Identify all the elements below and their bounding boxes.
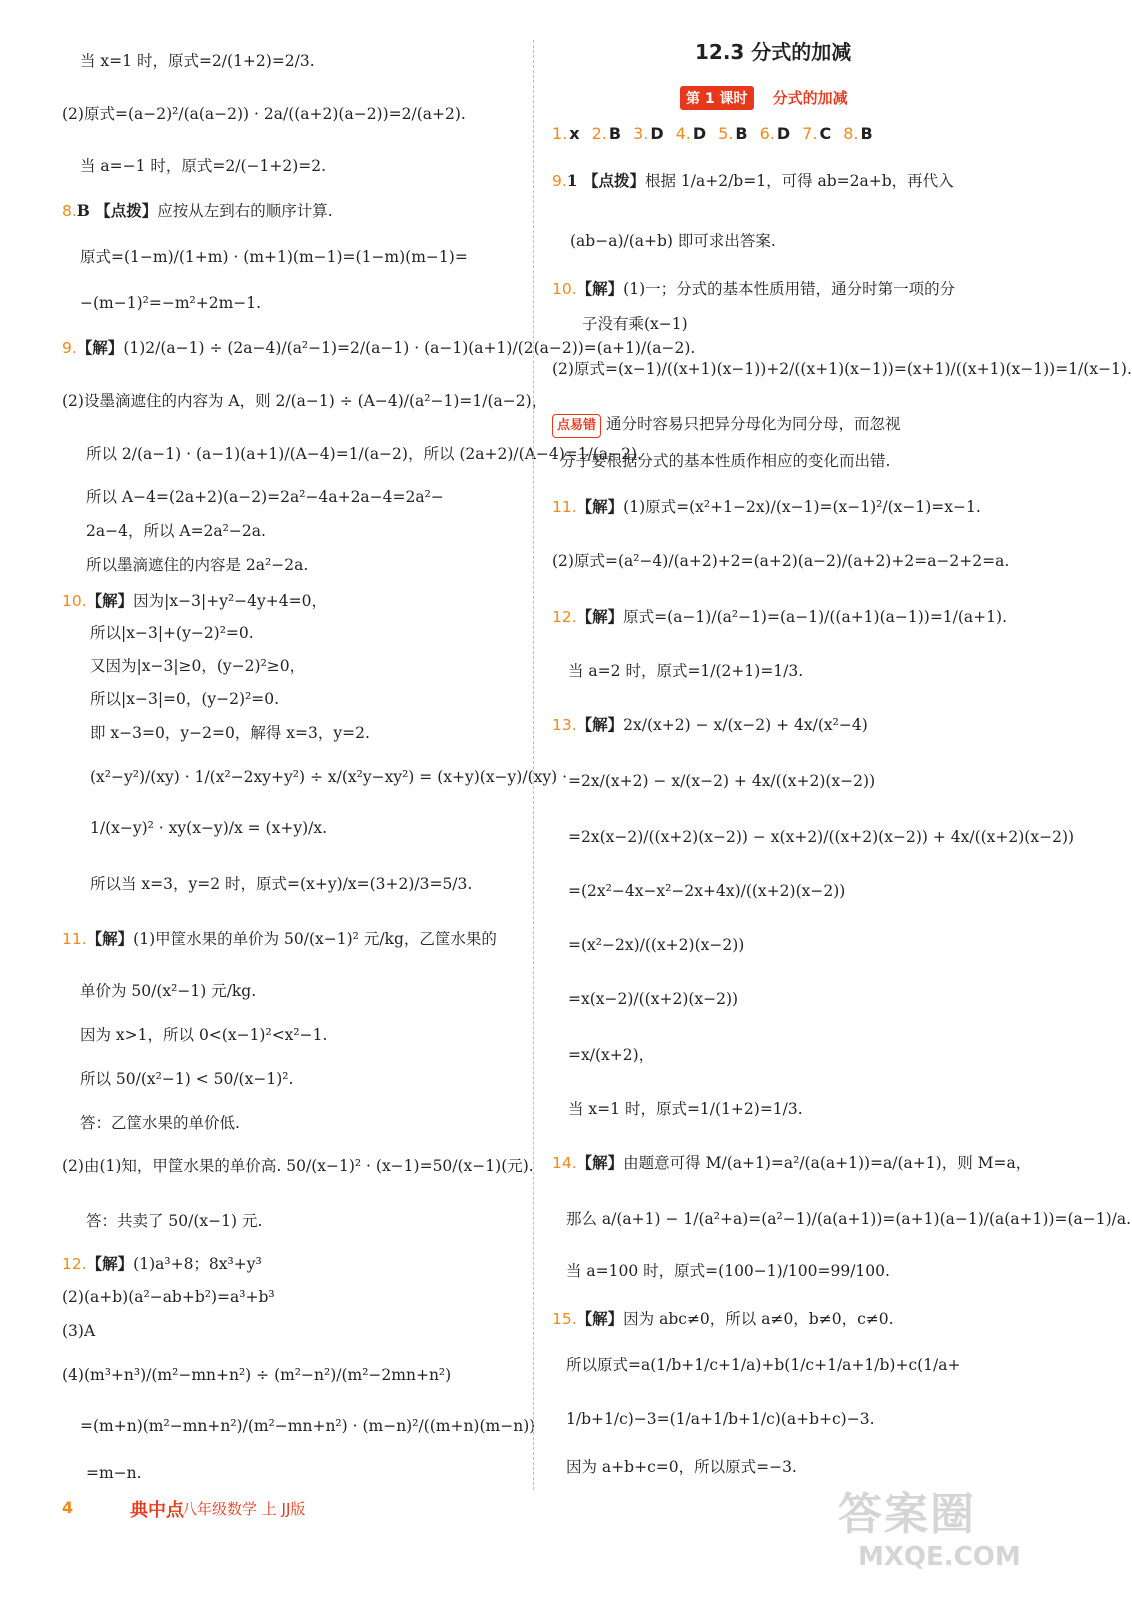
answer-text: 所以 A−4=(2a+2)(a−2)=2a²−4a+2a−4=2a²− (86, 488, 444, 506)
mistake-badge: 点易错 (552, 414, 601, 438)
answer-line (62, 103, 466, 125)
answer-text: 所以 2/(a−1) · (a−1)(a+1)/(A−4)=1/(a−2)，所以 (2a+2)/(A−4)=1/(a−2). (86, 445, 642, 463)
mcq-answer: D (776, 124, 791, 143)
mcq-item (760, 124, 791, 143)
answer-line (62, 1364, 451, 1386)
answer-text: 原式=(1−m)/(1+m) · (m+1)(m−1)=(1−m)(m−1)= (80, 248, 468, 266)
answer-text: =(2x²−4x−x²−2x+4x)/((x+2)(x−2)) (568, 882, 846, 900)
answer-text: 当 a=100 时，原式=(100−1)/100=99/100. (566, 1262, 890, 1280)
question-number: 8. (843, 124, 859, 143)
answer-line (62, 590, 327, 612)
question-number: 12. (62, 1255, 87, 1273)
answer-line (566, 1354, 961, 1376)
watermark-logo: 答案圈 (838, 1489, 976, 1540)
answer-text: (3)A (62, 1322, 96, 1340)
answer-line (80, 50, 315, 72)
mcq-answer: C (819, 124, 832, 143)
answer-line (552, 496, 981, 518)
answer-line (552, 358, 1132, 380)
mcq-answer: D (650, 124, 664, 143)
answer-tag: 【解】 (86, 591, 134, 610)
mcq-answer: x (569, 124, 580, 143)
answer-text: 当 a=2 时，原式=1/(2+1)=1/3. (568, 662, 804, 680)
answer-text: (2)(a+b)(a²−ab+b²)=a³+b³ (62, 1288, 275, 1306)
answer-tag: 【解】 (576, 1309, 624, 1328)
answer-text: 那么 a/(a+1) − 1/(a²+a)=(a²−1)/(a(a+1))=(a+1)(a−1)/(a(a+1))=(a−1)/a. (566, 1210, 1132, 1228)
mcq-item (552, 124, 580, 143)
question-number: 8. (62, 202, 77, 220)
answer-tag: 1 【点拨】 (566, 171, 645, 190)
answer-text: 2x/(x+2) − x/(x−2) + 4x/(x²−4) (623, 716, 868, 734)
answer-line (552, 550, 1009, 572)
mcq-item (718, 124, 747, 143)
answer-text: 所以原式=a(1/b+1/c+1/a)+b(1/c+1/a+1/b)+c(1/a+ (566, 1356, 961, 1374)
answer-text: 所以|x−3|+(y−2)²=0. (90, 624, 254, 642)
answer-line (80, 1024, 327, 1046)
answer-tag: 【解】 (576, 607, 624, 626)
question-number: 9. (62, 339, 77, 357)
answer-text: =x/(x+2)， (568, 1046, 655, 1064)
answer-line (566, 1260, 890, 1282)
question-number: 5. (718, 124, 734, 143)
mcq-answer: B (860, 124, 873, 143)
lesson-header (680, 86, 848, 110)
answer-text: =2x/(x+2) − x/(x−2) + 4x/((x+2)(x−2)) (568, 772, 876, 790)
answer-line (86, 1210, 262, 1232)
page-number: 4 (62, 1498, 74, 1517)
answer-text: 单价为 50/(x²−1) 元/kg. (80, 982, 257, 1000)
answer-text: 当 x=1 时，原式=2/(1+2)=2/3. (80, 52, 315, 70)
answer-line (62, 1253, 262, 1275)
answer-line (566, 1208, 1131, 1230)
answer-line (86, 1462, 142, 1484)
answer-line (552, 278, 955, 300)
answer-line (90, 873, 472, 895)
answer-text: (2)由(1)知，甲筐水果的单价高. 50/(x−1)² · (x−1)=50/(x−1)(元). (62, 1157, 534, 1175)
answer-text: =(x²−2x)/((x+2)(x−2)) (568, 936, 745, 954)
answer-line (568, 934, 744, 956)
answer-text: (x²−y²)/(xy) · 1/(x²−2xy+y²) ÷ x/(x²y−xy²) = (x+y)(x−y)/(xy) · (90, 768, 568, 786)
answer-line (570, 230, 776, 252)
brand-logo: 典中点 (130, 1500, 184, 1521)
answer-text: (1)原式=(x²+1−2x)/(x−1)=(x−1)²/(x−1)=x−1. (623, 498, 981, 516)
answer-text: 所以当 x=3，y=2 时，原式=(x+y)/x=(3+2)/3=5/3. (90, 875, 473, 893)
answer-line (568, 660, 803, 682)
answer-tag: 【解】 (86, 1254, 134, 1273)
answer-line (90, 655, 305, 677)
answer-text: 2a−4，所以 A=2a²−2a. (86, 522, 266, 540)
question-number: 9. (552, 172, 567, 190)
answer-line (86, 443, 642, 465)
answer-line (80, 1068, 293, 1090)
answer-line (80, 155, 326, 177)
answer-line (90, 817, 327, 839)
answer-line (90, 622, 254, 644)
answer-text: 因为 x>1，所以 0<(x−1)²<x²−1. (80, 1026, 328, 1044)
answer-line (86, 554, 308, 576)
mcq-answer: D (692, 124, 707, 143)
question-number: 10. (62, 592, 87, 610)
answer-line (568, 1044, 654, 1066)
answer-text: (1)甲筐水果的单价为 50/(x−1)² 元/kg，乙筐水果的 (133, 930, 497, 948)
mcq-item (843, 124, 872, 143)
mcq-answer: B (735, 124, 748, 143)
answer-text: (2)设墨滴遮住的内容为 A，则 2/(a−1) ÷ (A−4)/(a²−1)=1/(a−2)， (62, 392, 548, 410)
answer-line (90, 688, 279, 710)
answer-line (80, 980, 256, 1002)
answer-line (90, 722, 370, 744)
answer-text: 分子要根据分式的基本性质作相应的变化而出错. (560, 452, 891, 470)
lesson-name: 分式的加减 (772, 89, 848, 107)
answer-line (568, 770, 875, 792)
answer-text: 答：乙筐水果的单价低. (80, 1114, 240, 1132)
answer-line (90, 766, 567, 788)
answer-line (86, 520, 266, 542)
question-number: 1. (552, 124, 568, 143)
answer-line (552, 413, 900, 438)
answer-line (62, 928, 497, 950)
answer-line (80, 1112, 240, 1134)
answer-line (552, 1308, 894, 1330)
mcq-item (633, 124, 664, 143)
answer-line (62, 1286, 275, 1308)
answer-tag: 【解】 (576, 1153, 624, 1172)
answer-text: 因为 abc≠0，所以 a≠0，b≠0，c≠0. (623, 1310, 894, 1328)
answer-text: 当 a=−1 时，原式=2/(−1+2)=2. (80, 157, 327, 175)
question-number: 7. (802, 124, 818, 143)
answer-line (62, 1320, 95, 1342)
answer-line (566, 1408, 875, 1430)
question-number: 13. (552, 716, 577, 734)
mcq-item (802, 124, 831, 143)
answer-line (568, 988, 738, 1010)
answer-text: 应按从左到右的顺序计算. (157, 202, 333, 220)
book-title: 八年级数学 上 JJ版 (182, 1500, 306, 1518)
question-number: 15. (552, 1310, 577, 1328)
answer-tag: 【解】 (576, 279, 624, 298)
answer-text: (ab−a)/(a+b) 即可求出答案. (570, 232, 776, 250)
answer-text: 1/b+1/c)−3=(1/a+1/b+1/c)(a+b+c)−3. (566, 1410, 875, 1428)
answer-text: 所以墨滴遮住的内容是 2a²−2a. (86, 556, 309, 574)
answer-tag: 【解】 (76, 338, 124, 357)
answer-text: 原式=(a−1)/(a²−1)=(a−1)/((a+1)(a−1))=1/(a+1). (623, 608, 1008, 626)
answer-text: 即 x−3=0，y−2=0，解得 x=3，y=2. (90, 724, 370, 742)
section-title: 12.3 分式的加减 (695, 40, 852, 64)
answer-line (566, 1456, 797, 1478)
answer-text: (2)原式=(x−1)/((x+1)(x−1))+2/((x+1)(x−1))=(x+1)/((x+1)(x−1))=1/(x−1). (552, 360, 1132, 378)
question-number: 11. (62, 930, 87, 948)
answer-text: 1/(x−y)² · xy(x−y)/x = (x+y)/x. (90, 819, 328, 837)
answer-line (62, 337, 695, 359)
answer-line (552, 170, 954, 192)
answer-text: 因为|x−3|+y²−4y+4=0， (133, 592, 327, 610)
mcq-item (676, 124, 707, 143)
answer-line (552, 714, 868, 736)
answer-line (552, 606, 1007, 628)
answer-text: =(m+n)(m²−mn+n²)/(m²−mn+n²) · (m−n)²/((m+n)(m−n)) (80, 1417, 536, 1435)
answer-text: 所以|x−3|=0，(y−2)²=0. (90, 690, 280, 708)
mcq-answers (552, 124, 885, 143)
answer-tag: 【解】 (576, 715, 624, 734)
question-number: 3. (633, 124, 649, 143)
answer-line (568, 880, 845, 902)
question-number: 2. (591, 124, 607, 143)
answer-text: =m−n. (86, 1464, 142, 1482)
question-number: 12. (552, 608, 577, 626)
answer-tag: 【解】 (86, 929, 134, 948)
mcq-item (592, 124, 621, 143)
answer-line (80, 246, 468, 268)
answer-line (582, 313, 688, 335)
answer-text: (2)原式=(a−2)²/(a(a−2)) · 2a/((a+2)(a−2))=2/(a+2). (62, 105, 466, 123)
answer-text: 当 x=1 时，原式=1/(1+2)=1/3. (568, 1100, 803, 1118)
answer-line (568, 826, 1074, 848)
answer-text: 由题意可得 M/(a+1)=a²/(a(a+1))=a/(a+1)，则 M=a， (623, 1154, 1032, 1172)
column-divider (533, 40, 534, 1490)
question-number: 14. (552, 1154, 577, 1172)
answer-text: 根据 1/a+2/b=1，可得 ab=2a+b，再代入 (644, 172, 954, 190)
question-number: 11. (552, 498, 577, 516)
answer-line (62, 200, 333, 222)
answer-line (62, 390, 547, 412)
answer-text: 所以 50/(x²−1) < 50/(x−1)². (80, 1070, 294, 1088)
answer-text: 因为 a+b+c=0，所以原式=−3. (566, 1458, 797, 1476)
watermark-url: MXQE.COM (858, 1542, 1021, 1572)
question-number: 4. (675, 124, 691, 143)
answer-line (86, 486, 444, 508)
answer-text: =x(x−2)/((x+2)(x−2)) (568, 990, 739, 1008)
question-number: 6. (759, 124, 775, 143)
answer-text: 又因为|x−3|≥0，(y−2)²≥0， (90, 657, 306, 675)
answer-line (552, 1152, 1031, 1174)
answer-text: 通分时容易只把异分母化为同分母，而忽视 (605, 415, 901, 433)
answer-text: =2x(x−2)/((x+2)(x−2)) − x(x+2)/((x+2)(x−2)) + 4x/((x+2)(x−2)) (568, 828, 1075, 846)
answer-text: (4)(m³+n³)/(m²−mn+n²) ÷ (m²−n²)/(m²−2mn+n²) (62, 1366, 452, 1384)
answer-text: (1)一；分式的基本性质用错，通分时第一项的分 (623, 280, 956, 298)
question-number: 10. (552, 280, 577, 298)
answer-text: −(m−1)²=−m²+2m−1. (80, 294, 262, 312)
answer-tag: 【解】 (576, 497, 624, 516)
mcq-answer: B (608, 124, 622, 143)
answer-text: (1)a³+8；8x³+y³ (133, 1255, 262, 1273)
answer-text: (2)原式=(a²−4)/(a+2)+2=(a+2)(a−2)/(a+2)+2=a−2+2=a. (552, 552, 1010, 570)
answer-line (568, 1098, 803, 1120)
watermark (838, 1478, 1038, 1593)
answer-line (62, 1155, 534, 1177)
answer-text: 答：共卖了 50/(x−1) 元. (86, 1212, 263, 1230)
answer-line (560, 450, 890, 472)
answer-text: 子没有乘(x−1) (582, 315, 688, 333)
answer-text: (1)2/(a−1) ÷ (2a−4)/(a²−1)=2/(a−1) · (a−1)(a+1)/(2(a−2))=(a+1)/(a−2). (123, 339, 696, 357)
answer-line (80, 292, 261, 314)
lesson-badge: 第 1 课时 (680, 86, 754, 110)
answer-tag: B 【点拨】 (76, 201, 158, 220)
answer-line (80, 1415, 535, 1437)
